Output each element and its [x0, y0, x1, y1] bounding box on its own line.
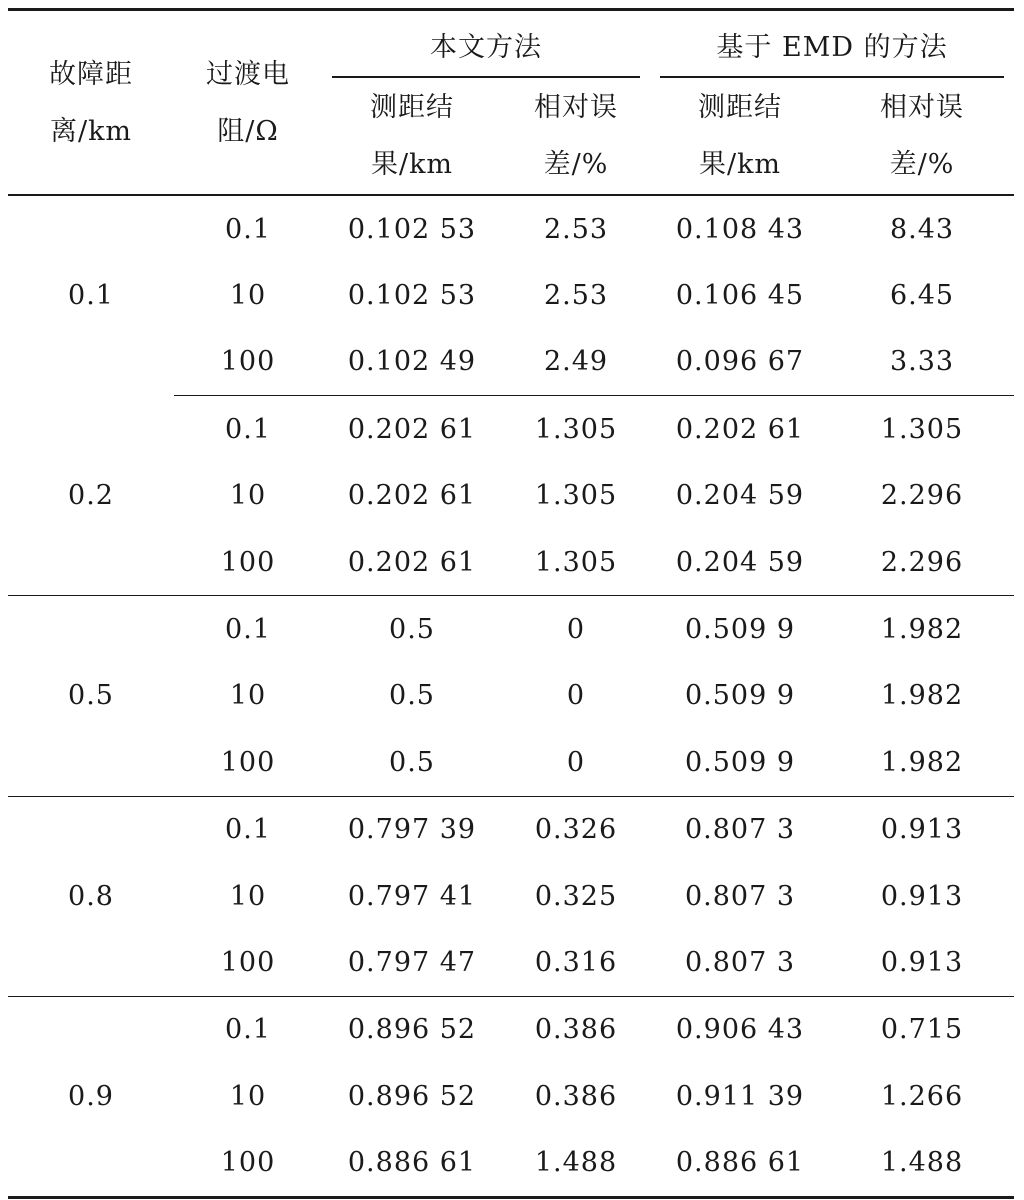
- fault-distance-cell: 0.8: [8, 796, 174, 996]
- emd-error-cell: 0.913: [880, 814, 964, 846]
- emd-error-cell: 8.43: [889, 213, 955, 245]
- resistance-cell: 0.1: [225, 1014, 271, 1046]
- header-fault-distance-line1: 故障距: [49, 58, 133, 90]
- emd-error-cell: 1.982: [880, 614, 964, 646]
- proposed-result-cell: 0.5: [322, 729, 502, 796]
- resistance-cell: 0.1: [225, 413, 271, 445]
- emd-result-cell: 0.108 43: [675, 213, 805, 245]
- emd-result-cell: 0.906 43: [675, 1014, 805, 1046]
- proposed-error-cell: 1.305: [502, 529, 650, 596]
- proposed-error-cell: 2.53: [543, 213, 609, 245]
- header-transition-resistance-line1: 过渡电: [206, 58, 290, 90]
- resistance-cell: 100: [174, 329, 322, 396]
- header-proposed-error: [502, 78, 650, 195]
- emd-result-cell: 0.807 3: [684, 814, 796, 846]
- header-emd-result-line1: 测距结: [698, 92, 782, 123]
- fault-distance-cell: 0.2: [8, 396, 174, 596]
- proposed-result-cell: 0.102 53: [347, 280, 477, 312]
- resistance-cell: 10: [229, 1080, 267, 1112]
- header-proposed-result-line1: 测距结: [370, 92, 454, 123]
- resistance-cell: 0.1: [225, 614, 271, 646]
- emd-error-cell: 0.715: [880, 1014, 964, 1046]
- proposed-error-cell: 2.53: [543, 280, 609, 312]
- resistance-cell: 100: [174, 929, 322, 996]
- table-row: [8, 796, 1014, 863]
- header-emd-result-line2: 果/km: [698, 149, 782, 180]
- table-header: [8, 10, 1014, 196]
- proposed-result-cell: 0.102 49: [322, 329, 502, 396]
- header-fault-distance-line2: 离/km: [49, 115, 133, 147]
- resistance-cell: 10: [229, 680, 267, 712]
- proposed-error-cell: 2.49: [502, 329, 650, 396]
- proposed-result-cell: 0.202 61: [347, 413, 477, 445]
- header-group-emd-method: [650, 10, 1014, 79]
- emd-error-cell: 0.913: [830, 929, 1014, 996]
- proposed-result-cell: 0.896 52: [347, 1080, 477, 1112]
- table-row: [8, 195, 1014, 262]
- resistance-cell: 10: [229, 280, 267, 312]
- proposed-error-cell: 0.316: [502, 929, 650, 996]
- fault-distance-cell: 0.1: [68, 280, 114, 312]
- proposed-result-cell: 0.797 39: [347, 814, 477, 846]
- table-row: [8, 596, 1014, 663]
- resistance-cell: 0.1: [225, 814, 271, 846]
- proposed-error-cell: 0: [566, 614, 586, 646]
- table-row: [8, 996, 1014, 1063]
- emd-result-cell: 0.202 61: [675, 413, 805, 445]
- resistance-cell: 100: [174, 729, 322, 796]
- proposed-result-cell: 0.797 47: [322, 929, 502, 996]
- fault-distance-cell: 0.9: [8, 996, 174, 1197]
- proposed-error-cell: 1.488: [502, 1129, 650, 1197]
- emd-result-cell: 0.204 59: [650, 529, 830, 596]
- resistance-cell: 10: [229, 880, 267, 912]
- results-table-container: [8, 8, 1014, 1199]
- emd-error-cell: 2.296: [830, 529, 1014, 596]
- emd-error-cell: 1.488: [830, 1129, 1014, 1197]
- proposed-result-cell: 0.102 53: [347, 213, 477, 245]
- proposed-result-cell: 0.202 61: [322, 529, 502, 596]
- proposed-error-cell: 1.305: [534, 413, 618, 445]
- proposed-error-cell: 1.305: [534, 480, 618, 512]
- emd-error-cell: 1.266: [880, 1080, 964, 1112]
- proposed-result-cell: 0.5: [389, 614, 435, 646]
- header-transition-resistance: [174, 10, 322, 196]
- proposed-result-cell: 0.5: [389, 680, 435, 712]
- emd-result-cell: 0.509 9: [650, 729, 830, 796]
- emd-error-cell: 6.45: [889, 280, 955, 312]
- resistance-cell: 0.1: [225, 213, 271, 245]
- header-emd-error: [830, 78, 1014, 195]
- header-fault-distance: [8, 10, 174, 196]
- proposed-error-cell: 0.326: [534, 814, 618, 846]
- emd-result-cell: 0.509 9: [684, 680, 796, 712]
- proposed-result-cell: 0.886 61: [322, 1129, 502, 1197]
- header-group-proposed-method: [322, 10, 650, 79]
- emd-error-cell: 1.305: [880, 413, 964, 445]
- emd-error-cell: 2.296: [880, 480, 964, 512]
- resistance-cell: 100: [174, 529, 322, 596]
- proposed-result-cell: 0.797 41: [347, 880, 477, 912]
- proposed-error-cell: 0.325: [534, 880, 618, 912]
- emd-error-cell: 3.33: [830, 329, 1014, 396]
- emd-result-cell: 0.911 39: [675, 1080, 805, 1112]
- table-body: [8, 195, 1014, 1197]
- proposed-result-cell: 0.202 61: [347, 480, 477, 512]
- fault-distance-cell: 0.5: [8, 596, 174, 796]
- proposed-error-cell: 0.386: [534, 1014, 618, 1046]
- proposed-error-cell: 0: [502, 729, 650, 796]
- header-emd-error-line2: 差/%: [889, 149, 955, 180]
- header-proposed-result-line2: 果/km: [370, 149, 454, 180]
- header-group-emd-rule: [660, 76, 1004, 78]
- resistance-cell: 100: [174, 1129, 322, 1197]
- emd-result-cell: 0.509 9: [684, 614, 796, 646]
- proposed-error-cell: 0: [566, 680, 586, 712]
- proposed-result-cell: 0.896 52: [347, 1014, 477, 1046]
- header-group-proposed-label: 本文方法: [430, 32, 542, 63]
- table-row: [8, 396, 1014, 463]
- proposed-error-cell: 0.386: [534, 1080, 618, 1112]
- header-proposed-error-line2: 差/%: [543, 149, 609, 180]
- emd-result-cell: 0.807 3: [684, 880, 796, 912]
- resistance-cell: 10: [229, 480, 267, 512]
- emd-result-cell: 0.886 61: [650, 1129, 830, 1197]
- emd-result-cell: 0.807 3: [650, 929, 830, 996]
- emd-result-cell: 0.106 45: [675, 280, 805, 312]
- emd-error-cell: 1.982: [830, 729, 1014, 796]
- fault-location-results-table: [8, 8, 1014, 1199]
- header-proposed-error-line1: 相对误: [534, 92, 618, 123]
- header-transition-resistance-line2: 阻/Ω: [217, 115, 279, 147]
- header-group-emd-label: 基于 EMD 的方法: [716, 32, 948, 63]
- emd-error-cell: 0.913: [880, 880, 964, 912]
- emd-result-cell: 0.204 59: [675, 480, 805, 512]
- header-group-proposed-rule: [332, 76, 640, 78]
- header-emd-result: [650, 78, 830, 195]
- emd-result-cell: 0.096 67: [650, 329, 830, 396]
- header-proposed-result: [322, 78, 502, 195]
- emd-error-cell: 1.982: [880, 680, 964, 712]
- header-emd-error-line1: 相对误: [880, 92, 964, 123]
